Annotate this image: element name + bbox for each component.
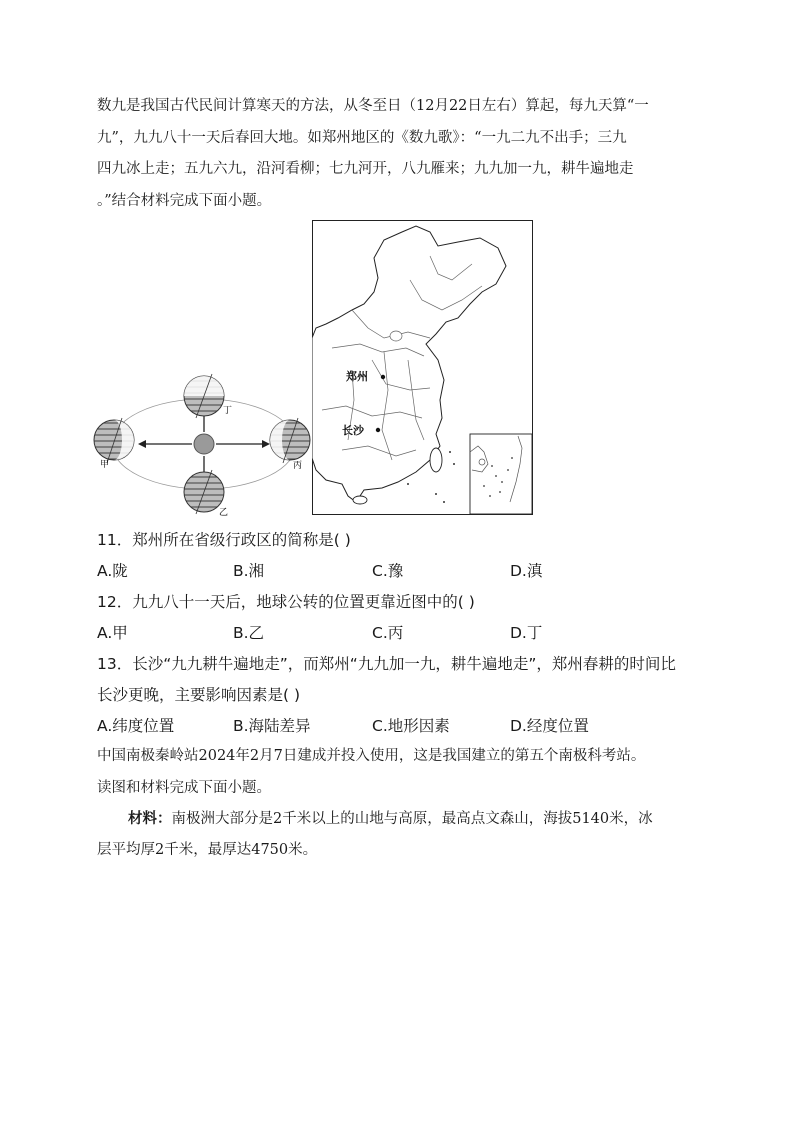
- zhengzhou-point: [381, 375, 385, 379]
- question-11-stem: 11．郑州所在省级行政区的简称是( ): [97, 531, 351, 549]
- question-13-option-b[interactable]: B.海陆差异: [233, 717, 311, 735]
- earth-bing-icon: [270, 418, 310, 463]
- intro-line-1: 数九是我国古代民间计算寒天的方法，从冬至日（12月22日左右）算起，每九天算“一: [97, 98, 649, 114]
- material-text-1: 南极洲大部分是2千米以上的山地与高原，最高点文森山，海拔5140米，冰: [171, 811, 653, 827]
- earth-jia-icon: [94, 418, 134, 463]
- china-map: [312, 220, 534, 516]
- intro-line-2: 九”，九九八十一天后春回大地。如郑州地区的《数九歌》：“一九二九不出手；三九: [97, 130, 627, 146]
- question-11-option-a[interactable]: A.陇: [97, 562, 128, 580]
- label-yi: 乙: [219, 508, 229, 518]
- label-jia: 甲: [100, 460, 110, 470]
- orbit-figure: [92, 360, 316, 520]
- question-11-option-c[interactable]: C.豫: [372, 562, 404, 580]
- question-12-option-a[interactable]: A.甲: [97, 624, 128, 642]
- earth-yi-icon: [184, 470, 224, 514]
- label-bing: 丙: [293, 461, 303, 471]
- antarctic-intro-line-1: 中国南极秦岭站2024年2月7日建成并投入使用，这是我国建立的第五个南极科考站。: [97, 748, 646, 764]
- question-12-stem: 12．九九八十一天后，地球公转的位置更靠近图中的( ): [97, 593, 475, 611]
- question-13-stem-line-2: 长沙更晚，主要影响因素是( ): [97, 686, 301, 704]
- intro-line-4: 。”结合材料完成下面小题。: [97, 193, 272, 209]
- changsha-label: 长沙: [342, 424, 364, 437]
- material-label: 材料：: [128, 810, 172, 827]
- material-line-1: [128, 807, 653, 828]
- material-line-2: 层平均厚2千米，最厚达4750米。: [97, 842, 318, 858]
- taiwan-island: [430, 448, 442, 472]
- question-13-option-c[interactable]: C.地形因素: [372, 717, 450, 735]
- changsha-point: [376, 428, 380, 432]
- question-13-option-a[interactable]: A.纬度位置: [97, 717, 175, 735]
- hainan-island: [353, 496, 367, 504]
- question-12-option-b[interactable]: B.乙: [233, 624, 265, 642]
- earth-ding-icon: [184, 374, 224, 418]
- intro-line-3: 四九冰上走；五九六九，沿河看柳；七九河开，八九雁来；九九加一九，耕牛遍地走: [97, 161, 634, 177]
- question-11-option-d[interactable]: D.滇: [510, 562, 543, 580]
- south-china-sea-inset: [470, 434, 532, 514]
- question-13-stem-line-1: 13．长沙“九九耕牛遍地走”，而郑州“九九加一九，耕牛遍地走”，郑州春耕的时间比: [97, 655, 676, 673]
- question-13-option-d[interactable]: D.经度位置: [510, 717, 589, 735]
- zhengzhou-label: 郑州: [346, 370, 368, 383]
- question-12-option-c[interactable]: C.丙: [372, 624, 404, 642]
- sun-icon: [194, 434, 214, 454]
- question-12-option-d[interactable]: D.丁: [510, 624, 543, 642]
- question-11-option-b[interactable]: B.湘: [233, 562, 265, 580]
- label-ding: 丁: [223, 406, 233, 416]
- antarctic-intro-line-2: 读图和材料完成下面小题。: [97, 780, 271, 796]
